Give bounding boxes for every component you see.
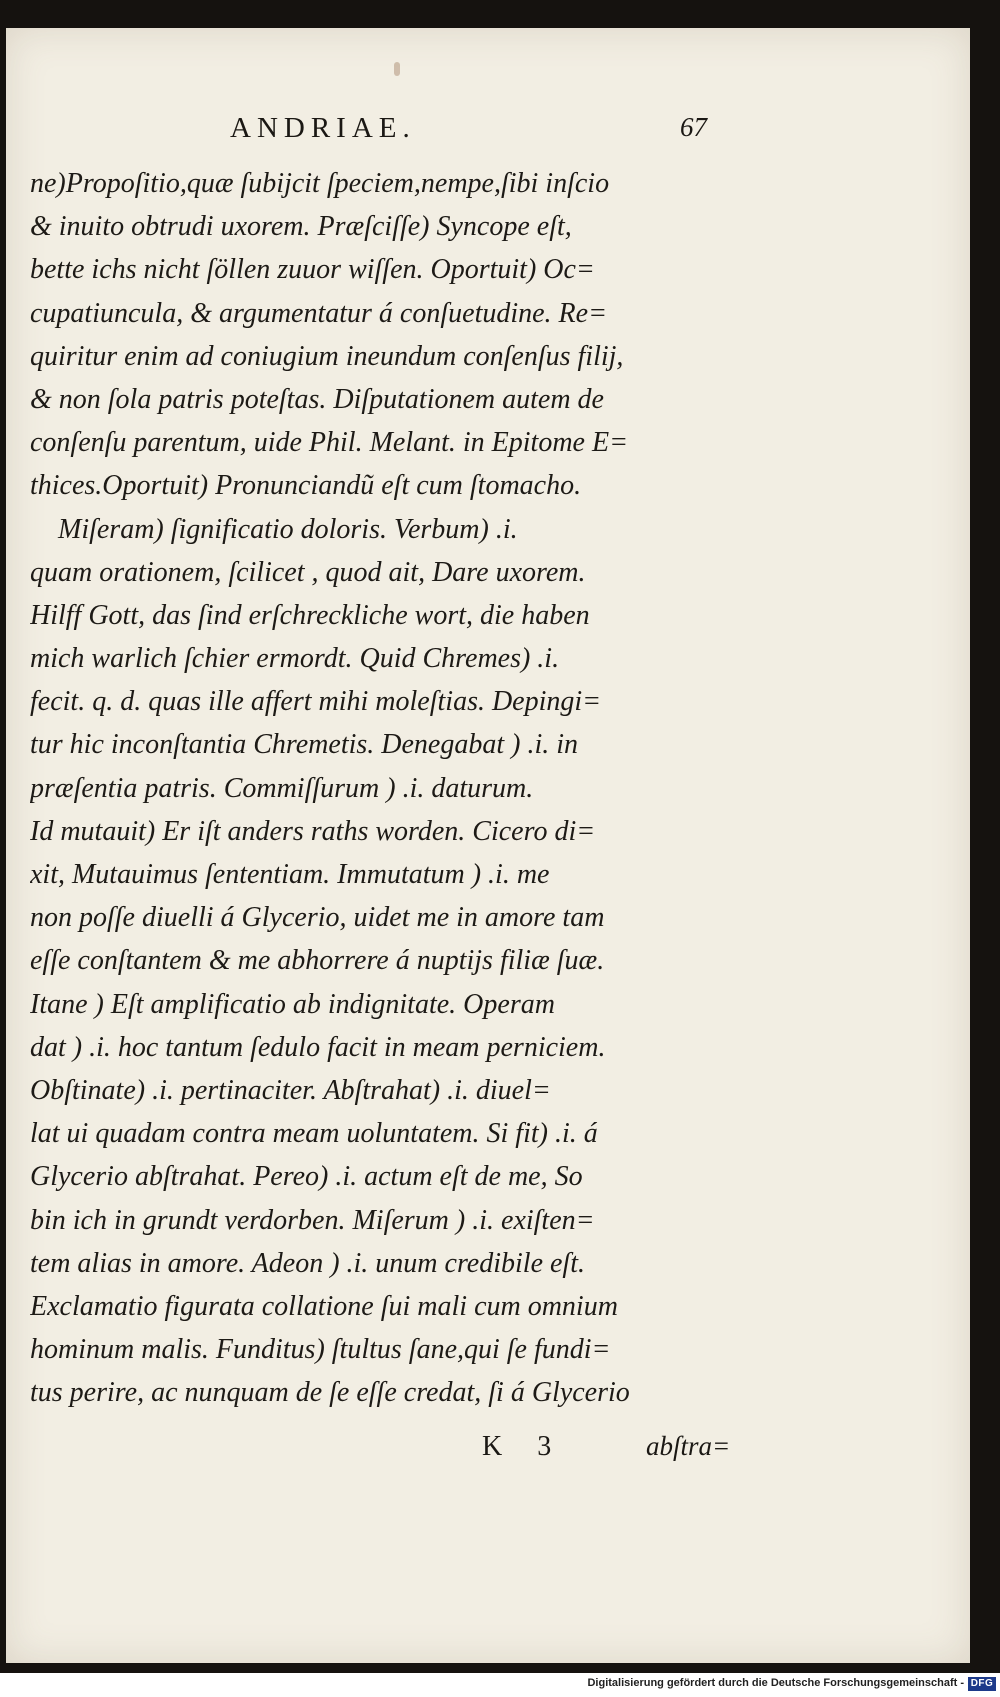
text-line: & inuito obtrudi uxorem. Præſciſſe) Syncope eſt, — [30, 211, 572, 243]
text-line: bette ichs nicht ſöllen zuuor wiſſen. Oportuit) Oc= — [30, 254, 595, 286]
signature-mark: K 3 — [482, 1431, 566, 1462]
dfg-logo-icon: DFG — [968, 1677, 996, 1691]
book-page — [6, 28, 970, 1663]
text-line: Itane ) Eſt amplificatio ab indignitate. Operam — [30, 988, 555, 1020]
text-line: fecit. q. d. quas ille affert mihi moleſtias. Depingi= — [30, 686, 602, 718]
text-line: bin ich in grundt verdorben. Miſerum ) .i. exiſten= — [30, 1204, 595, 1236]
page-number: 67 — [680, 112, 707, 142]
catchword: abſtra= — [646, 1431, 731, 1461]
running-head: ANDRIAE. — [230, 112, 416, 144]
digitization-credit: Digitalisierung gefördert durch die Deutsche Forschungsgemeinschaft - — [587, 1677, 964, 1689]
text-line: quiritur enim ad coniugium ineundum conſenſus filij, — [30, 340, 624, 372]
text-line: Miſeram) ſignificatio doloris. Verbum) .i. — [30, 513, 518, 545]
text-line: lat ui quadam contra meam uoluntatem. Si fit) .i. á — [30, 1118, 598, 1150]
text-line: tur hic inconſtantia Chremetis. Denegabat ) .i. in — [30, 729, 579, 761]
text-line: dat ) .i. hoc tantum ſedulo facit in meam perniciem. — [30, 1031, 606, 1063]
text-line: præſentia patris. Commiſſurum ) .i. daturum. — [30, 772, 534, 804]
footer-bar — [0, 1673, 1000, 1697]
text-line: ne)Propoſitio,quæ ſubijcit ſpeciem,nempe,ſibi inſcio — [30, 168, 610, 199]
text-line: xit, Mutauimus ſententiam. Immutatum ) .i. me — [30, 859, 550, 890]
text-line: tus perire, ac nunquam de ſe eſſe credat, ſi á Glycerio — [30, 1377, 630, 1409]
text-line: Hilff Gott, das ſind erſchreckliche wort, die haben — [30, 599, 590, 631]
text-block — [30, 162, 744, 1414]
text-line: thices.Oportuit) Pronunciandũ eſt cum ſtomacho. — [30, 470, 582, 502]
text-line: non poſſe diuelli á Glycerio, uidet me in amore tam — [30, 902, 605, 934]
text-line: Obſtinate) .i. pertinaciter. Abſtrahat) .i. diuel= — [30, 1074, 551, 1106]
text-line: tem alias in amore. Adeon ) .i. unum credibile eſt. — [30, 1247, 585, 1279]
text-line: mich warlich ſchier ermordt. Quid Chremes) .i. — [30, 643, 560, 675]
text-line: cupatiuncula, & argumentatur á conſuetudine. Re= — [30, 297, 607, 329]
text-line: conſenſu parentum, uide Phil. Melant. in Epitome E= — [30, 427, 628, 459]
text-line: hominum malis. Funditus) ſtultus ſane,qui ſe fundi= — [30, 1334, 611, 1366]
text-line: Id mutauit) Er iſt anders raths worden. Cicero di= — [30, 815, 596, 847]
text-line: quam orationem, ſcilicet , quod ait, Dare uxorem. — [30, 556, 586, 588]
paper-stain — [394, 62, 400, 76]
text-line: & non ſola patris poteſtas. Diſputationem autem de — [30, 383, 604, 415]
text-line: Exclamatio figurata collatione ſui mali cum omnium — [30, 1290, 618, 1322]
text-line: eſſe conſtantem & me abhorrere á nuptijs filiæ ſuæ. — [30, 945, 605, 977]
text-line: Glycerio abſtrahat. Pereo) .i. actum eſt de me, So — [30, 1161, 583, 1193]
